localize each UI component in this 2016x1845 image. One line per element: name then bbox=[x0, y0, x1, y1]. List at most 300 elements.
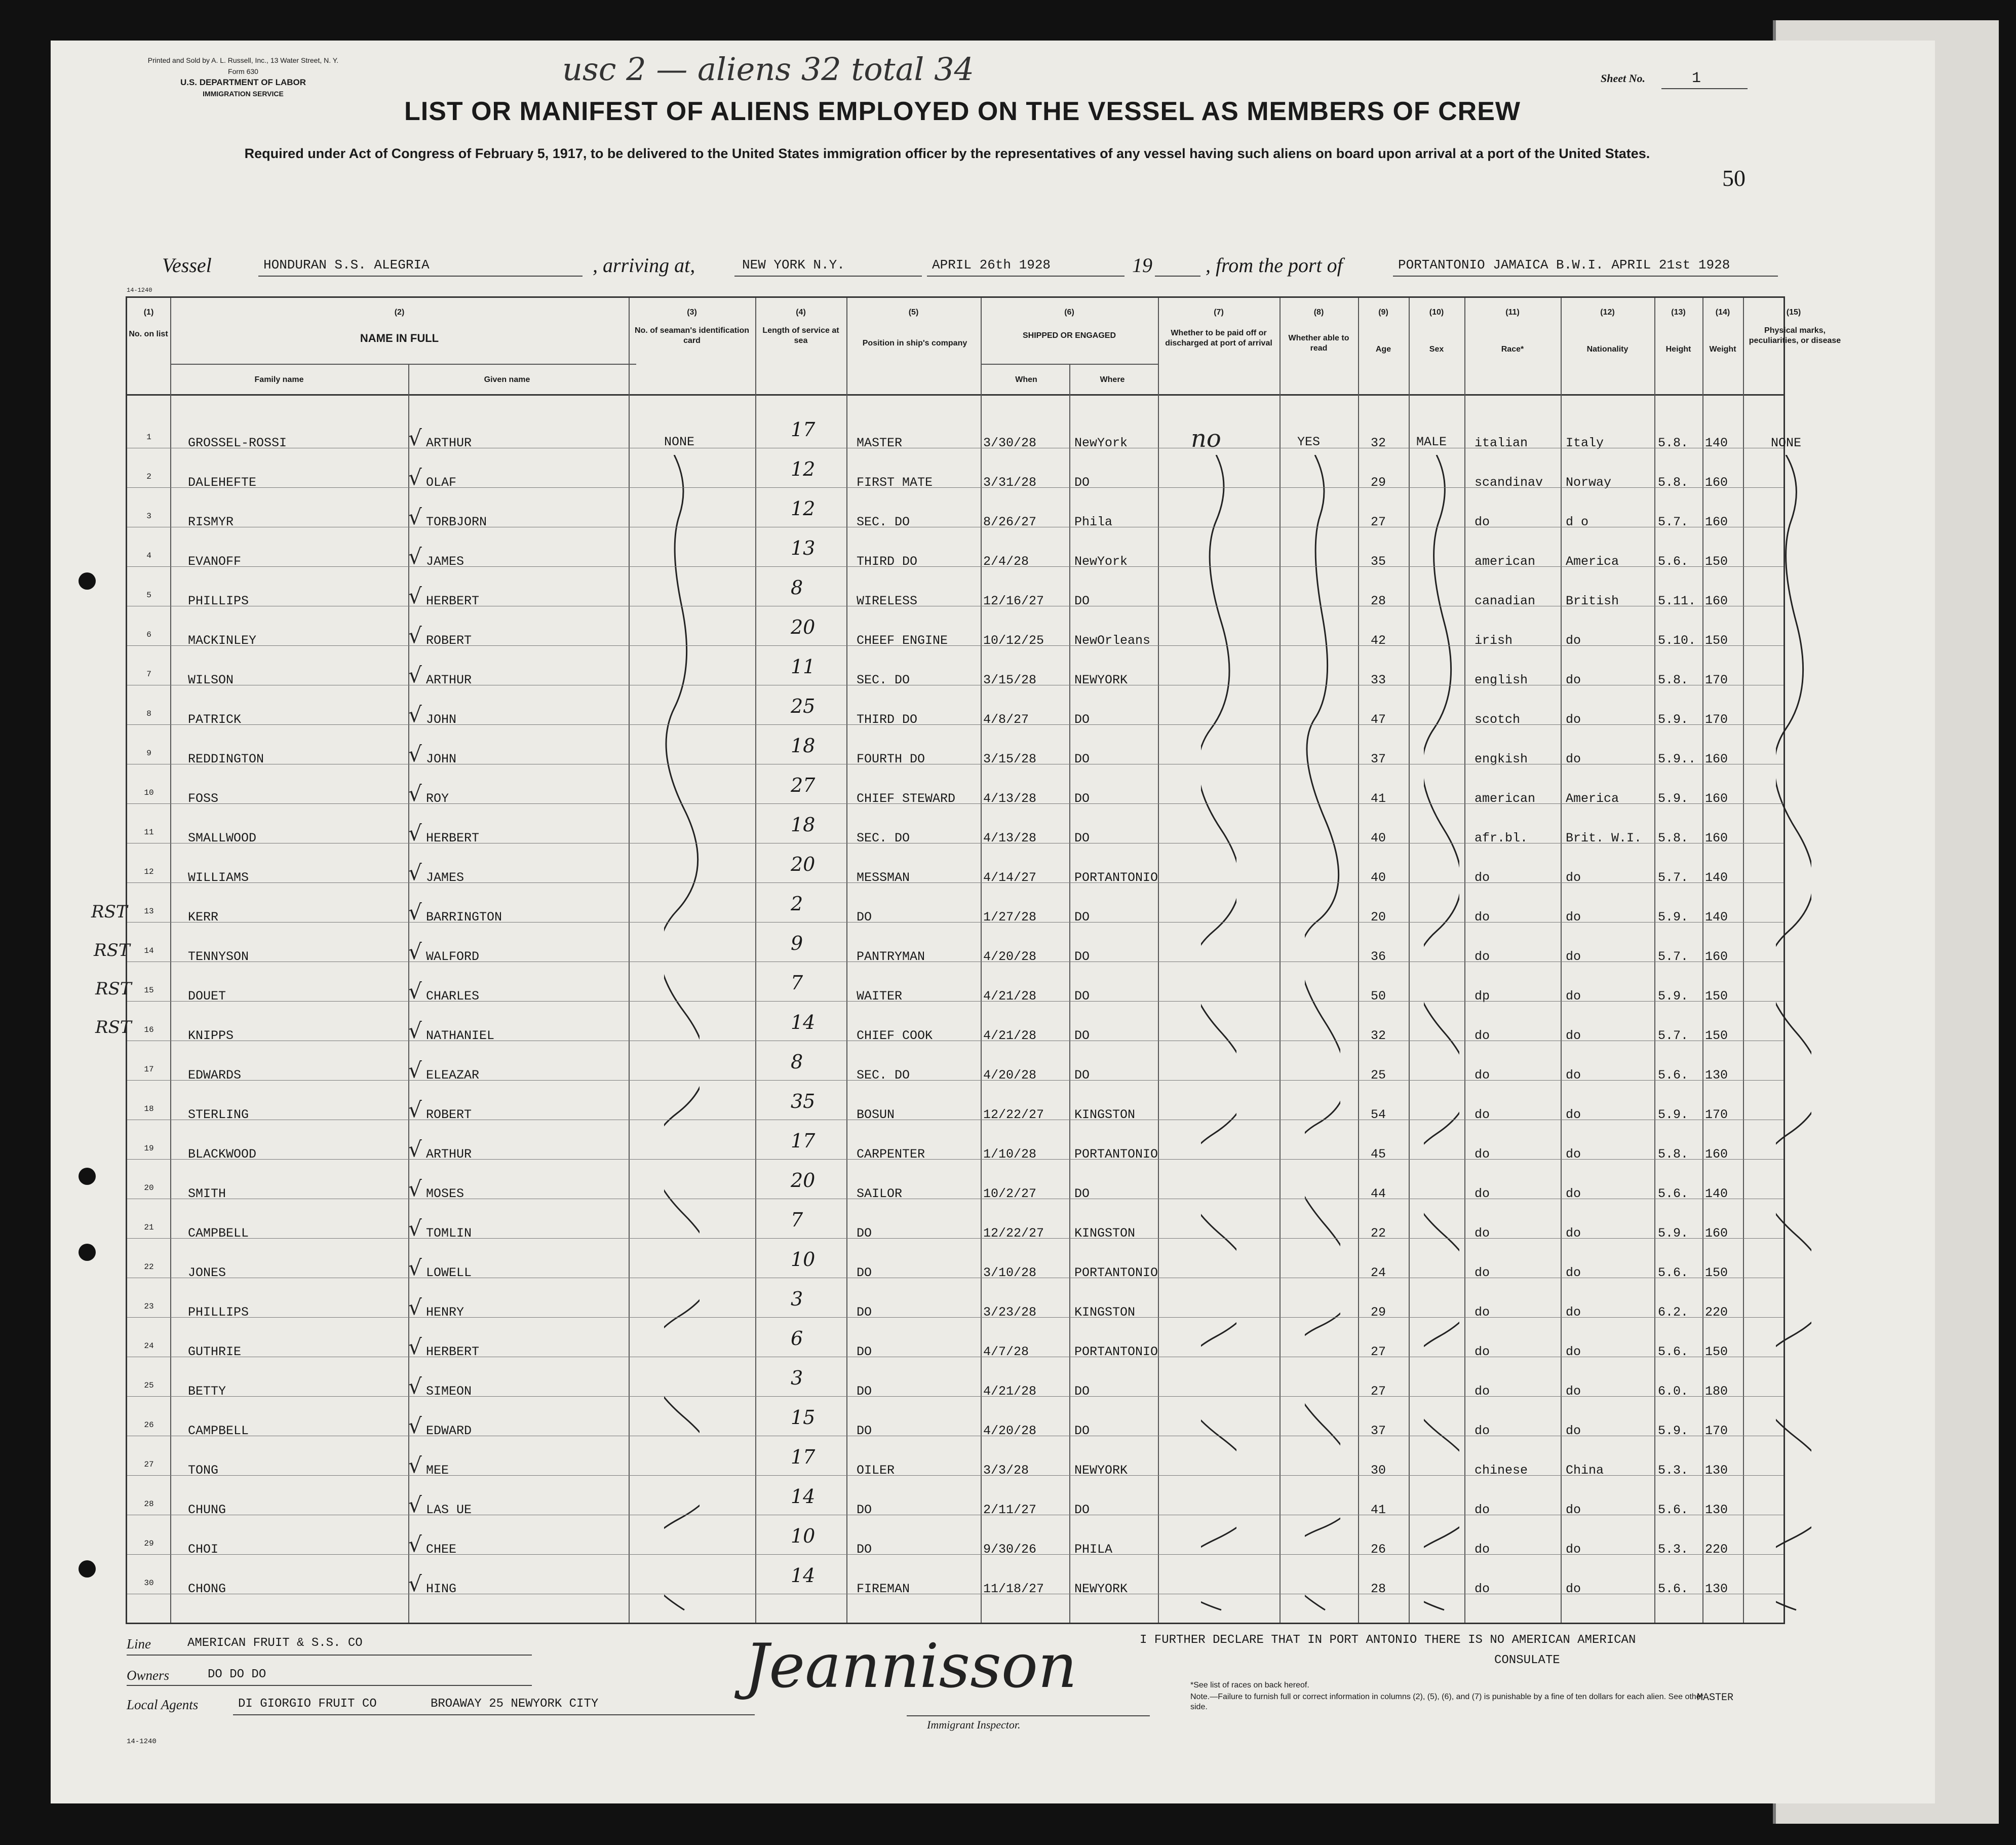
length-of-service: 12 bbox=[791, 458, 816, 480]
shipped-where: PORTANTONIO bbox=[1074, 870, 1158, 885]
age: 41 bbox=[1371, 1503, 1386, 1517]
row-number: 20 bbox=[144, 1183, 154, 1193]
age: 27 bbox=[1371, 515, 1386, 529]
weight: 160 bbox=[1705, 1226, 1728, 1241]
given-name: HING bbox=[426, 1582, 457, 1596]
family-name: PATRICK bbox=[188, 712, 242, 727]
height: 5.6. bbox=[1658, 1068, 1689, 1083]
height: 5.10. bbox=[1658, 633, 1696, 648]
check-mark-icon: √ bbox=[408, 1492, 422, 1517]
header-height: Height bbox=[1665, 345, 1691, 354]
inspector-signature: Jeannisson bbox=[745, 1631, 1077, 1702]
length-of-service: 8 bbox=[791, 1051, 803, 1073]
nationality: do bbox=[1566, 1147, 1581, 1162]
length-of-service: 8 bbox=[791, 576, 803, 599]
height: 5.6. bbox=[1658, 1186, 1689, 1201]
agents-label: Local Agents bbox=[127, 1697, 199, 1712]
shipped-when: 3/15/28 bbox=[983, 673, 1037, 687]
family-name: CAMPBELL bbox=[188, 1226, 249, 1241]
position: DO bbox=[857, 1503, 872, 1517]
shipped-where: DO bbox=[1074, 1186, 1090, 1201]
given-name: TOMLIN bbox=[426, 1226, 472, 1241]
position: PANTRYMAN bbox=[857, 949, 925, 964]
age: 24 bbox=[1371, 1265, 1386, 1280]
row-number: 19 bbox=[144, 1144, 154, 1153]
shipped-when: 2/4/28 bbox=[983, 554, 1029, 569]
weight: 160 bbox=[1705, 752, 1728, 766]
age: 30 bbox=[1371, 1463, 1386, 1478]
length-of-service: 7 bbox=[791, 972, 803, 994]
position: WIRELESS bbox=[857, 594, 918, 608]
family-name: JONES bbox=[188, 1265, 226, 1280]
row-rule bbox=[127, 1080, 1784, 1081]
race: afr.bl. bbox=[1475, 831, 1528, 845]
height: 5.8. bbox=[1658, 436, 1689, 450]
age: 37 bbox=[1371, 752, 1386, 766]
height: 5.3. bbox=[1658, 1463, 1689, 1478]
shipped-where: DO bbox=[1074, 949, 1090, 964]
race: do bbox=[1475, 870, 1490, 885]
race: scotch bbox=[1475, 712, 1521, 727]
requirement-text: Required under Act of Congress of February 5, 1917, to be delivered to the United States immigration officer by the representatives of any vessel having such aliens on board upon arrival at a port of the United States. bbox=[244, 146, 1650, 161]
col-number: (9) bbox=[1378, 308, 1388, 317]
nationality: do bbox=[1566, 1305, 1581, 1320]
shipped-where: NEWYORK bbox=[1074, 673, 1128, 687]
row-number: 16 bbox=[144, 1025, 154, 1034]
weight: 170 bbox=[1705, 1424, 1728, 1438]
weight: 130 bbox=[1705, 1582, 1728, 1596]
height: 5.7. bbox=[1658, 949, 1689, 964]
row-number: 10 bbox=[144, 788, 154, 797]
nationality: do bbox=[1566, 1582, 1581, 1596]
nationality: d o bbox=[1566, 515, 1589, 529]
shipped-when: 3/30/28 bbox=[983, 436, 1037, 450]
row-number: 30 bbox=[144, 1579, 154, 1588]
check-mark-icon: √ bbox=[408, 1295, 422, 1320]
shipped-where: DO bbox=[1074, 791, 1090, 806]
nationality: do bbox=[1566, 752, 1581, 766]
family-name: WILLIAMS bbox=[188, 870, 249, 885]
check-mark-icon: √ bbox=[408, 702, 422, 727]
family-name: KERR bbox=[188, 910, 219, 925]
family-name: PHILLIPS bbox=[188, 1305, 249, 1320]
weight: 170 bbox=[1705, 673, 1728, 687]
manifest-document bbox=[51, 41, 1935, 1803]
shipped-where: DO bbox=[1074, 712, 1090, 727]
age: 44 bbox=[1371, 1186, 1386, 1201]
age: 40 bbox=[1371, 831, 1386, 845]
race: do bbox=[1475, 1582, 1490, 1596]
row-number: 18 bbox=[144, 1104, 154, 1113]
height: 5.6. bbox=[1658, 1344, 1689, 1359]
binder-hole bbox=[79, 1244, 96, 1261]
department-label: U.S. DEPARTMENT OF LABOR bbox=[180, 78, 306, 87]
given-name: CHARLES bbox=[426, 989, 480, 1004]
row-rule bbox=[127, 645, 1784, 646]
row-number: 14 bbox=[144, 946, 154, 955]
length-of-service: 10 bbox=[791, 1525, 816, 1547]
header-age: Age bbox=[1375, 345, 1391, 354]
check-mark-icon: √ bbox=[408, 1374, 422, 1399]
sex-value: MALE bbox=[1416, 435, 1447, 449]
shipped-when: 11/18/27 bbox=[983, 1582, 1044, 1596]
age: 29 bbox=[1371, 475, 1386, 490]
position: FIREMAN bbox=[857, 1582, 910, 1596]
row-number: 13 bbox=[144, 907, 154, 916]
length-of-service: 18 bbox=[791, 814, 816, 836]
shipped-when: 4/20/28 bbox=[983, 949, 1037, 964]
family-name: TENNYSON bbox=[188, 949, 249, 964]
nationality: do bbox=[1566, 870, 1581, 885]
year-label: 19 bbox=[1132, 254, 1152, 277]
check-mark-icon: √ bbox=[408, 1176, 422, 1201]
race: do bbox=[1475, 1068, 1490, 1083]
col-number: (3) bbox=[687, 308, 697, 317]
weight: 150 bbox=[1705, 1265, 1728, 1280]
shipped-when: 9/30/26 bbox=[983, 1542, 1037, 1557]
sheet-number: 1 bbox=[1692, 70, 1701, 87]
family-name: TONG bbox=[188, 1463, 219, 1478]
shipped-where: DO bbox=[1074, 1068, 1090, 1083]
margin-mark: RST bbox=[94, 940, 130, 960]
binder-hole bbox=[79, 1168, 96, 1185]
shipped-when: 3/31/28 bbox=[983, 475, 1037, 490]
weight: 160 bbox=[1705, 475, 1728, 490]
age: 28 bbox=[1371, 594, 1386, 608]
nationality: Brit. W.I. bbox=[1566, 831, 1642, 845]
race: chinese bbox=[1475, 1463, 1528, 1478]
row-number: 4 bbox=[146, 551, 151, 560]
weight: 140 bbox=[1705, 1186, 1728, 1201]
height: 5.9. bbox=[1658, 791, 1689, 806]
header-shipped: SHIPPED OR ENGAGED bbox=[1022, 331, 1116, 340]
check-mark-icon: √ bbox=[408, 465, 422, 490]
position: CHIEF STEWARD bbox=[857, 791, 956, 806]
row-number: 9 bbox=[146, 749, 151, 758]
form-number: Form 630 bbox=[228, 67, 258, 75]
weight: 160 bbox=[1705, 791, 1728, 806]
nationality: do bbox=[1566, 633, 1581, 648]
height: 5.6. bbox=[1658, 1265, 1689, 1280]
position: THIRD DO bbox=[857, 712, 918, 727]
row-rule bbox=[127, 487, 1784, 488]
family-name: PHILLIPS bbox=[188, 594, 249, 608]
header-when: When bbox=[1015, 375, 1037, 384]
header-name-in-full: NAME IN FULL bbox=[360, 332, 439, 344]
length-of-service: 27 bbox=[791, 774, 816, 796]
from-port: PORTANTONIO JAMAICA B.W.I. APRIL 21st 1928 bbox=[1398, 257, 1730, 273]
length-of-service: 17 bbox=[791, 1446, 816, 1468]
shipped-when: 1/10/28 bbox=[983, 1147, 1037, 1162]
document-title: LIST OR MANIFEST OF ALIENS EMPLOYED ON THE VESSEL AS MEMBERS OF CREW bbox=[404, 97, 1521, 126]
height: 5.8. bbox=[1658, 673, 1689, 687]
declaration: I FURTHER DECLARE THAT IN PORT ANTONIO THERE IS NO AMERICAN AMERICAN bbox=[1140, 1633, 1636, 1647]
weight: 160 bbox=[1705, 1147, 1728, 1162]
length-of-service: 3 bbox=[791, 1367, 803, 1389]
header-where: Where bbox=[1100, 375, 1125, 384]
row-rule bbox=[127, 1317, 1784, 1318]
col-number: (2) bbox=[394, 308, 405, 317]
given-name: ROY bbox=[426, 791, 449, 806]
vessel-name: HONDURAN S.S. ALEGRIA bbox=[263, 257, 430, 273]
position: FIRST MATE bbox=[857, 475, 933, 490]
printer-block bbox=[127, 55, 360, 99]
given-name: JAMES bbox=[426, 870, 464, 885]
height: 5.9. bbox=[1658, 712, 1689, 727]
family-name: EVANOFF bbox=[188, 554, 242, 569]
nationality: Italy bbox=[1566, 436, 1604, 450]
shipped-where: PORTANTONIO bbox=[1074, 1344, 1158, 1359]
check-mark-icon: √ bbox=[408, 860, 422, 885]
header-position: Position in ship's company bbox=[862, 339, 967, 348]
shipped-where: NewOrleans bbox=[1074, 633, 1151, 648]
height: 5.3. bbox=[1658, 1542, 1689, 1557]
check-mark-icon: √ bbox=[408, 1532, 422, 1557]
col-number: (5) bbox=[908, 308, 919, 317]
family-name: SMALLWOOD bbox=[188, 831, 257, 845]
row-number: 17 bbox=[144, 1065, 154, 1074]
col-number: (15) bbox=[1786, 308, 1801, 317]
nationality: do bbox=[1566, 1068, 1581, 1083]
family-name: SMITH bbox=[188, 1186, 226, 1201]
given-name: ARTHUR bbox=[426, 1147, 472, 1162]
length-of-service: 2 bbox=[791, 893, 803, 915]
race: do bbox=[1475, 1503, 1490, 1517]
family-name: STERLING bbox=[188, 1107, 249, 1122]
length-of-service: 35 bbox=[791, 1090, 816, 1112]
race: scandinav bbox=[1475, 475, 1543, 490]
weight: 180 bbox=[1705, 1384, 1728, 1399]
position: DO bbox=[857, 1305, 872, 1320]
nationality: do bbox=[1566, 1265, 1581, 1280]
agents-address: BROAWAY 25 NEWYORK CITY bbox=[431, 1697, 599, 1711]
owners-label: Owners bbox=[127, 1668, 170, 1683]
family-name: KNIPPS bbox=[188, 1028, 234, 1043]
shipped-when: 4/8/27 bbox=[983, 712, 1029, 727]
row-rule bbox=[127, 1001, 1784, 1002]
position: SEC. DO bbox=[857, 1068, 910, 1083]
weight: 220 bbox=[1705, 1542, 1728, 1557]
weight: 170 bbox=[1705, 1107, 1728, 1122]
row-number: 7 bbox=[146, 670, 151, 679]
ditto-squiggle bbox=[1305, 455, 1340, 1620]
height: 5.6. bbox=[1658, 1503, 1689, 1517]
family-name: FOSS bbox=[188, 791, 219, 806]
margin-mark: RST bbox=[91, 902, 128, 922]
row-rule bbox=[127, 566, 1784, 567]
shipped-when: 4/21/28 bbox=[983, 989, 1037, 1004]
nationality: do bbox=[1566, 949, 1581, 964]
check-mark-icon: √ bbox=[408, 544, 422, 569]
check-mark-icon: √ bbox=[408, 979, 422, 1004]
row-number: 25 bbox=[144, 1381, 154, 1390]
check-mark-icon: √ bbox=[408, 1453, 422, 1478]
handwritten-count-note: usc 2 — aliens 32 total 34 bbox=[562, 51, 974, 88]
height: 5.9. bbox=[1658, 1226, 1689, 1241]
shipped-where: KINGSTON bbox=[1074, 1107, 1136, 1122]
check-mark-icon: √ bbox=[408, 1255, 422, 1280]
position: DO bbox=[857, 1384, 872, 1399]
nationality: British bbox=[1566, 594, 1619, 608]
position: DO bbox=[857, 1424, 872, 1438]
header-able-read: Whether able to read bbox=[1288, 334, 1349, 353]
race: dp bbox=[1475, 989, 1490, 1004]
age: 54 bbox=[1371, 1107, 1386, 1122]
length-of-service: 18 bbox=[791, 735, 816, 757]
race: do bbox=[1475, 1226, 1490, 1241]
weight: 150 bbox=[1705, 1344, 1728, 1359]
position: DO bbox=[857, 1344, 872, 1359]
given-name: ELEAZAR bbox=[426, 1068, 480, 1083]
weight: 130 bbox=[1705, 1503, 1728, 1517]
nationality: do bbox=[1566, 1107, 1581, 1122]
row-number: 21 bbox=[144, 1223, 154, 1232]
check-mark-icon: √ bbox=[408, 426, 422, 450]
family-name: BLACKWOOD bbox=[188, 1147, 257, 1162]
header-physical: Physical marks, peculiarities, or disease bbox=[1749, 326, 1841, 345]
shipped-when: 4/21/28 bbox=[983, 1384, 1037, 1399]
age: 35 bbox=[1371, 554, 1386, 569]
header-nationality: Nationality bbox=[1586, 345, 1629, 354]
agents-value: DI GIORGIO FRUIT CO bbox=[238, 1697, 377, 1711]
shipped-when: 4/13/28 bbox=[983, 831, 1037, 845]
height: 5.9. bbox=[1658, 989, 1689, 1004]
nationality: America bbox=[1566, 554, 1619, 569]
header-given-name: Given name bbox=[484, 375, 530, 384]
col-number: (12) bbox=[1600, 308, 1615, 317]
shipped-where: KINGSTON bbox=[1074, 1226, 1136, 1241]
family-name: RISMYR bbox=[188, 515, 234, 529]
race: do bbox=[1475, 1147, 1490, 1162]
nationality: do bbox=[1566, 1384, 1581, 1399]
row-rule bbox=[127, 1554, 1784, 1555]
given-name: LOWELL bbox=[426, 1265, 472, 1280]
weight: 150 bbox=[1705, 989, 1728, 1004]
vessel-line bbox=[162, 253, 1783, 284]
shipped-where: PORTANTONIO bbox=[1074, 1147, 1158, 1162]
shipped-when: 12/16/27 bbox=[983, 594, 1044, 608]
length-of-service: 14 bbox=[791, 1485, 816, 1508]
height: 5.8. bbox=[1658, 475, 1689, 490]
race: english bbox=[1475, 673, 1528, 687]
shipped-when: 1/27/28 bbox=[983, 910, 1037, 925]
given-name: HERBERT bbox=[426, 1344, 480, 1359]
height: 5.11. bbox=[1658, 594, 1696, 608]
family-name: EDWARDS bbox=[188, 1068, 242, 1083]
given-name: SIMEON bbox=[426, 1384, 472, 1399]
row-number: 27 bbox=[144, 1460, 154, 1469]
row-number: 28 bbox=[144, 1500, 154, 1509]
shipped-where: DO bbox=[1074, 1503, 1090, 1517]
nationality: China bbox=[1566, 1463, 1604, 1478]
given-name: BARRINGTON bbox=[426, 910, 502, 925]
shipped-when: 8/26/27 bbox=[983, 515, 1037, 529]
fine-note: Note.—Failure to furnish full or correct information in columns (2), (5), (6), and (7) is punishable by a fine of ten dollars for each alien. See other side. bbox=[1190, 1693, 1703, 1711]
weight: 160 bbox=[1705, 949, 1728, 964]
binder-hole bbox=[79, 572, 96, 590]
check-mark-icon: √ bbox=[408, 900, 422, 925]
row-rule bbox=[127, 1159, 1784, 1160]
height: 5.9. bbox=[1658, 1424, 1689, 1438]
header-family-name: Family name bbox=[254, 375, 304, 384]
nationality: America bbox=[1566, 791, 1619, 806]
height: 6.2. bbox=[1658, 1305, 1689, 1320]
col-number: (13) bbox=[1671, 308, 1686, 317]
length-of-service: 3 bbox=[791, 1288, 803, 1310]
height: 5.7. bbox=[1658, 1028, 1689, 1043]
weight: 150 bbox=[1705, 1028, 1728, 1043]
binder-hole bbox=[79, 1560, 96, 1578]
shipped-when: 3/15/28 bbox=[983, 752, 1037, 766]
check-mark-icon: √ bbox=[408, 1137, 422, 1162]
family-name: WILSON bbox=[188, 673, 234, 687]
given-name: TORBJORN bbox=[426, 515, 487, 529]
row-number: 23 bbox=[144, 1302, 154, 1311]
race: do bbox=[1475, 1186, 1490, 1201]
form-code: 14-1240 bbox=[127, 1738, 157, 1746]
ditto-squiggle bbox=[664, 455, 700, 1620]
given-name: HENRY bbox=[426, 1305, 464, 1320]
family-name: DALEHEFTE bbox=[188, 475, 257, 490]
position: SEC. DO bbox=[857, 673, 910, 687]
line-value: AMERICAN FRUIT & S.S. CO bbox=[187, 1636, 363, 1650]
col-number: (6) bbox=[1064, 308, 1074, 317]
length-of-service: 20 bbox=[791, 616, 816, 638]
col-number: (11) bbox=[1505, 308, 1520, 317]
shipped-where: NEWYORK bbox=[1074, 1582, 1128, 1596]
printer-line: Printed and Sold by A. L. Russell, Inc., 13 Water Street, N. Y. bbox=[147, 56, 339, 64]
family-name: DOUET bbox=[188, 989, 226, 1004]
check-mark-icon: √ bbox=[408, 584, 422, 608]
check-mark-icon: √ bbox=[408, 1571, 422, 1596]
check-mark-icon: √ bbox=[408, 623, 422, 648]
given-name: EDWARD bbox=[426, 1424, 472, 1438]
given-name: ARTHUR bbox=[426, 673, 472, 687]
shipped-when: 4/14/27 bbox=[983, 870, 1037, 885]
ditto-squiggle bbox=[1201, 455, 1236, 1620]
position: DO bbox=[857, 1542, 872, 1557]
shipped-where: NewYork bbox=[1074, 436, 1128, 450]
shipped-when: 3/23/28 bbox=[983, 1305, 1037, 1320]
row-number: 15 bbox=[144, 986, 154, 995]
nationality: do bbox=[1566, 1344, 1581, 1359]
given-name: WALFORD bbox=[426, 949, 480, 964]
race: irish bbox=[1475, 633, 1513, 648]
age: 26 bbox=[1371, 1542, 1386, 1557]
shipped-when: 3/10/28 bbox=[983, 1265, 1037, 1280]
shipped-when: 4/7/28 bbox=[983, 1344, 1029, 1359]
given-name: JAMES bbox=[426, 554, 464, 569]
age: 27 bbox=[1371, 1344, 1386, 1359]
shipped-where: DO bbox=[1074, 752, 1090, 766]
weight: 160 bbox=[1705, 515, 1728, 529]
given-name: MOSES bbox=[426, 1186, 464, 1201]
height: 6.0. bbox=[1658, 1384, 1689, 1399]
position: CARPENTER bbox=[857, 1147, 925, 1162]
sheet-underline bbox=[1661, 88, 1748, 89]
race: do bbox=[1475, 1384, 1490, 1399]
col-number: (7) bbox=[1214, 308, 1224, 317]
check-mark-icon: √ bbox=[408, 1018, 422, 1043]
position: DO bbox=[857, 1226, 872, 1241]
shipped-when: 2/11/27 bbox=[983, 1503, 1037, 1517]
given-name: OLAF bbox=[426, 475, 457, 490]
position: SEC. DO bbox=[857, 831, 910, 845]
race: engkish bbox=[1475, 752, 1528, 766]
shipped-where: PORTANTONIO bbox=[1074, 1265, 1158, 1280]
family-name: GUTHRIE bbox=[188, 1344, 242, 1359]
age: 22 bbox=[1371, 1226, 1386, 1241]
